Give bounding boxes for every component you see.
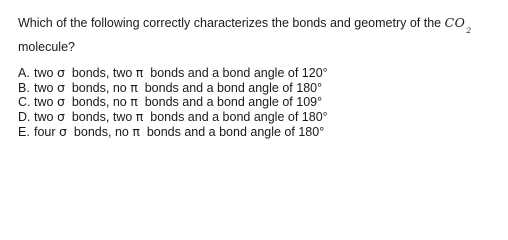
- option-e[interactable]: [18, 125, 328, 140]
- bonds-and-angle: bonds and a bond angle of: [150, 110, 299, 125]
- sigma-count: two: [34, 66, 54, 80]
- bonds-and-angle: bonds and a bond angle of: [144, 80, 293, 95]
- option-a[interactable]: [18, 66, 328, 81]
- sigma-symbol: σ: [56, 94, 65, 110]
- question-line-1: [18, 12, 504, 36]
- pi-count: two: [112, 66, 133, 80]
- formula-co2: [444, 15, 472, 35]
- question-text: [18, 12, 504, 58]
- pi-symbol: π: [130, 79, 138, 95]
- bonds-and-angle: bonds and a bond angle of: [144, 95, 293, 110]
- bonds-and-angle: bonds and a bond angle of: [150, 66, 299, 80]
- pi-symbol: π: [130, 94, 138, 110]
- sigma-symbol: σ: [56, 65, 65, 80]
- bonds-and-angle: bonds and a bond angle of: [146, 124, 295, 139]
- option-letter: D.: [18, 110, 31, 125]
- pi-symbol: π: [132, 123, 140, 139]
- bond-angle: 120°: [301, 66, 328, 80]
- bonds-comma: bonds,: [71, 80, 110, 95]
- sigma-symbol: σ: [56, 79, 65, 95]
- option-c[interactable]: [18, 95, 328, 110]
- pi-count: no: [112, 95, 127, 110]
- option-letter: C.: [18, 95, 31, 110]
- sigma-symbol: σ: [56, 109, 65, 125]
- sigma-count: two: [34, 80, 54, 95]
- bond-angle: 180°: [298, 124, 325, 139]
- pi-symbol: π: [135, 109, 144, 125]
- bonds-comma: bonds,: [71, 110, 110, 125]
- bonds-comma: bonds,: [73, 124, 112, 139]
- option-b[interactable]: [18, 81, 328, 96]
- formula-subscript: 2: [466, 26, 472, 35]
- bond-angle: 180°: [301, 110, 328, 125]
- option-letter: B.: [18, 80, 30, 95]
- pi-count: no: [112, 80, 127, 95]
- sigma-count: four: [34, 124, 56, 139]
- sigma-count: two: [34, 95, 54, 110]
- sigma-symbol: σ: [59, 123, 67, 139]
- option-d[interactable]: [18, 110, 328, 125]
- bond-angle: 180°: [296, 80, 323, 95]
- pi-symbol: π: [135, 65, 144, 80]
- answer-options: [18, 66, 328, 140]
- option-letter: A.: [18, 66, 30, 80]
- bonds-comma: bonds,: [71, 66, 110, 80]
- question-text-before: Which of the following correctly characterizes the bonds and geometry of the: [18, 16, 445, 30]
- formula-main: CO: [444, 15, 466, 30]
- bond-angle: 109°: [296, 95, 323, 110]
- bonds-comma: bonds,: [71, 95, 110, 110]
- option-letter: E.: [18, 124, 30, 139]
- question-line-2: molecule?: [18, 40, 75, 54]
- sigma-count: two: [34, 110, 54, 125]
- pi-count: no: [114, 124, 129, 139]
- pi-count: two: [112, 110, 133, 125]
